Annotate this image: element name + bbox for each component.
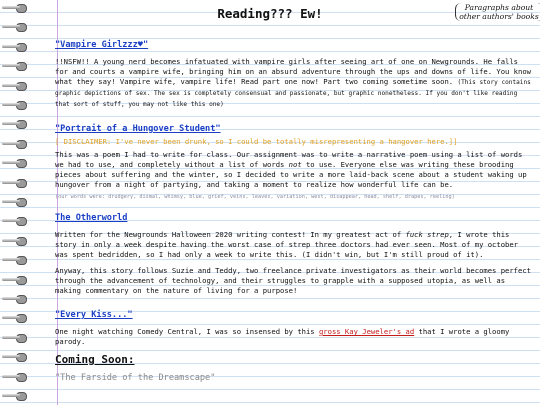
spiral-binding: [0, 0, 30, 405]
page-title: Reading??? Ew!: [217, 6, 323, 21]
binding-ring: [2, 237, 28, 244]
binding-ring: [2, 256, 28, 263]
story-description: Anyway, this story follows Suzie and Teddy, two freelance private investigators as their world becomes perfect through the advancement of technology, and their struggles to grapple with a supposed utopia, as well as making commentary on the nature of living for a purpose!: [55, 266, 531, 295]
binding-ring: [2, 82, 28, 89]
story-link-vampire-girlzzz[interactable]: "Vampire Girlzzz♥": [55, 40, 149, 50]
binding-ring: [2, 43, 28, 50]
story-description: One night watching Comedy Central, I was so insensed by this gross Kay Jeweler's ad that I wrote a gloomy parody.: [55, 327, 510, 346]
binding-ring: [2, 373, 28, 380]
story-description: This was a poem I had to write for class. Our assignment was to write a narrative poem using a list of words we had to use, and completely without a list of words not to use. Everyone else was writing these brooding pieces about suffering and the winter, so I decided to write a more laid-back scene about a student waking up hungover from a night of partying, and taking a moment to realize how wonderful life can be.: [55, 150, 527, 189]
binding-ring: [2, 198, 28, 205]
content-warning: (This story contains graphic depictions of sex. The sex is completely consensual and passionate, but graphic nonetheless. If you don't like reading that sort of stuff, you may not like this one): [55, 79, 531, 108]
story-link-every-kiss[interactable]: "Every Kiss...": [55, 310, 133, 320]
story-description: Written for the Newgrounds Halloween 2020 writing contest! In my greatest act of fuck strep, I wrote this story in only a week despite having the worst case of strep three doctors had ever seen. Most of my october was spent bedridden, so I had only a week to write this. (I didn't win, but I'm still proud of it).: [55, 230, 519, 259]
binding-ring: [2, 179, 28, 186]
binding-ring: [2, 62, 28, 69]
story-link-the-otherworld[interactable]: The Otherworld: [55, 213, 128, 223]
word-list: (our words were: drudgery, dismal, whimsy, blue, grief, veins, leaves, variation, west, disappear, head, shelf, drapes, reeling): [55, 194, 455, 200]
story-description: !!NSFW!! A young nerd becomes infatuated with vampire girls after seeing art of one on Newgrounds. He falls for and courts a vampire wife, bringing him on an absurd adventure through the ups and downs of life. You know what they say! Vampire wife, vampire life! Read part one now! Part two coming sometime soon. (This story contains graphic depictions of sex. The sex is completely consensual and passionate, but graphic nonetheless. If you don't like reading that sort of stuff, you may not like this one): [55, 57, 531, 108]
main-content: [55, 32, 535, 384]
disclaimer-text: [ DISCLAIMER: I've never been drunk, so I could be totally misrepresenting a hangover here.]]: [55, 137, 458, 146]
story-link-portrait-hungover-student[interactable]: "Portrait of a Hungover Student": [55, 124, 221, 134]
coming-soon-heading: Coming Soon:: [55, 353, 135, 366]
binding-ring: [2, 23, 28, 30]
binding-ring: [2, 314, 28, 321]
kay-jewelers-ad-link[interactable]: gross Kay Jeweler's ad: [318, 327, 415, 336]
binding-ring: [2, 392, 28, 399]
binding-ring: [2, 217, 28, 224]
header-note: Paragraphs about other authors' books: [455, 3, 540, 21]
binding-ring: [2, 334, 28, 341]
binding-ring: [2, 353, 28, 360]
binding-ring: [2, 276, 28, 283]
binding-ring: [2, 101, 28, 108]
binding-ring: [2, 120, 28, 127]
binding-ring: [2, 159, 28, 166]
binding-ring: [2, 295, 28, 302]
coming-soon-item: "The Farside of the Dreamscape": [55, 373, 216, 383]
binding-ring: [2, 140, 28, 147]
